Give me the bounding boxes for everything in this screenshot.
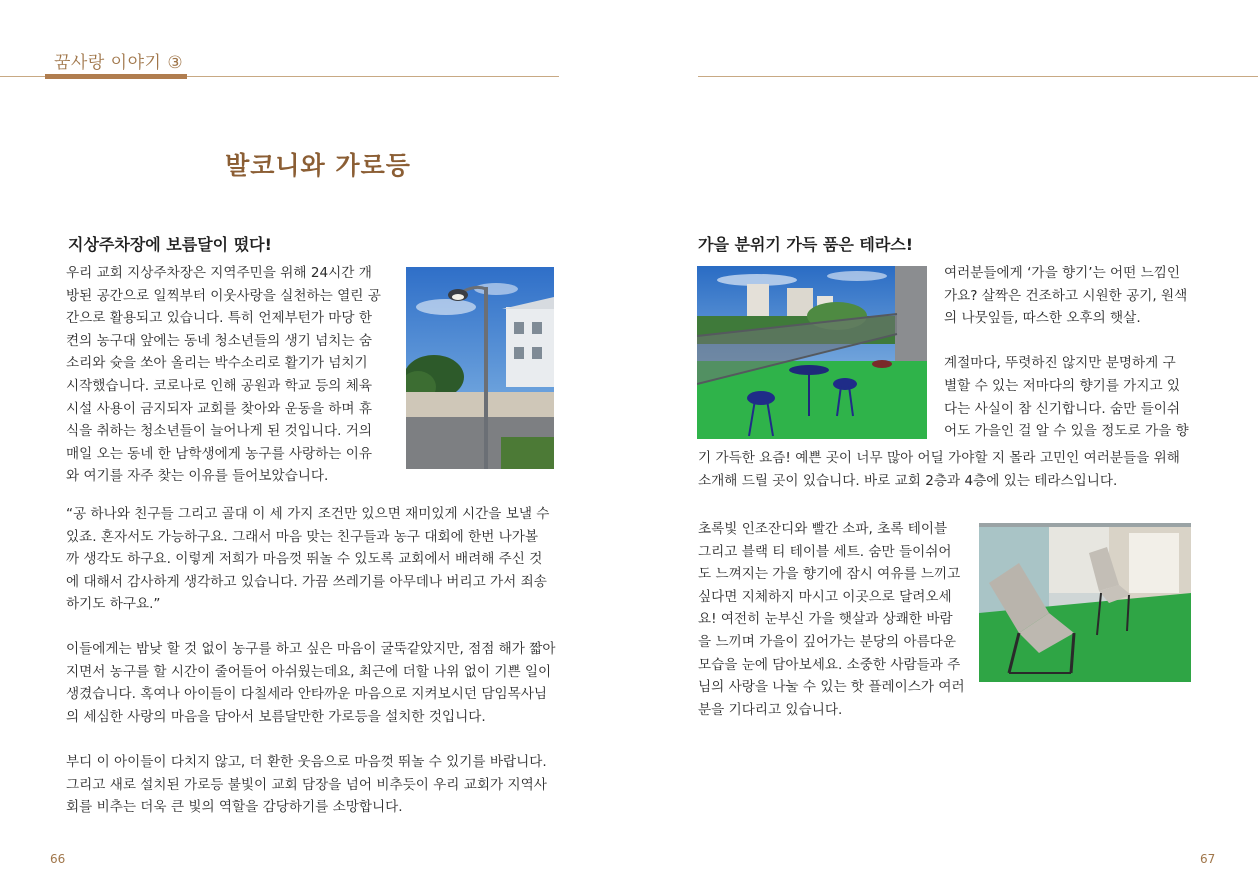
lounge-chairs-photo <box>979 523 1191 682</box>
left-intro-text <box>66 262 386 488</box>
text-line: 의 세심한 사랑의 마음을 담아서 보름달만한 가로등을 설치한 것입니다. <box>66 708 486 725</box>
text-line: 켠의 농구대 앞에는 동네 청소년들의 생기 넘치는 숨 <box>66 332 373 349</box>
text-line: 생겼습니다. 혹여나 아이들이 다칠세라 안타까운 마음으로 지켜보시던 담임목사님 <box>66 686 548 703</box>
text-line: 소리와 슛을 쏘아 올리는 박수소리로 활기가 넘치기 <box>66 355 368 372</box>
left-quote-text <box>66 503 558 616</box>
text-line: 매일 오는 동네 한 남학생에게 농구를 사랑하는 이유 <box>66 445 373 462</box>
text-line: 계절마다, 뚜렷하진 않지만 분명하게 구 <box>944 355 1176 372</box>
text-line: 을 느끼며 가을이 깊어가는 분당의 아름다운 <box>698 633 956 650</box>
streetlamp-photo <box>406 267 554 469</box>
right-paragraph-2 <box>698 518 966 721</box>
text-line: 간으로 활용되고 있습니다. 특히 언제부턴가 마당 한 <box>66 310 373 327</box>
text-line: 식을 취하는 청소년들이 늘어나게 된 것입니다. 거의 <box>66 423 373 440</box>
text-line: 여러분들에게 ‘가을 향기’는 어떤 느낌인 <box>944 265 1181 281</box>
right-intro-side-text <box>944 262 1196 443</box>
text-line: 시작했습니다. 코로나로 인해 공원과 학교 등의 체육 <box>66 377 373 394</box>
text-line: 다는 사실이 참 신기합니다. 숨만 들이쉬 <box>944 400 1181 417</box>
section-label: 꿈사랑 이야기 ③ <box>54 53 184 73</box>
section-tab-marker <box>45 74 187 79</box>
text-line: 방된 공간으로 일찍부터 이웃사랑을 실천하는 열린 공 <box>66 287 381 304</box>
text-line: 이들에게는 밤낮 할 것 없이 농구를 하고 싶은 마음이 굴뚝같았지만, 점점 해가 짧아 <box>66 641 556 657</box>
text-line: 분을 기다리고 있습니다. <box>698 701 843 718</box>
left-paragraph-3 <box>66 751 558 819</box>
text-line: 초록빛 인조잔디와 빨간 소파, 초록 테이블 <box>698 521 948 537</box>
text-line: 소개해 드릴 곳이 있습니다. 바로 교회 2층과 4층에 있는 테라스입니다. <box>698 472 1118 489</box>
text-line: 그리고 새로 설치된 가로등 불빛이 교회 담장을 넘어 비추듯이 우리 교회가 지역사 <box>66 776 547 793</box>
left-paragraph-2 <box>66 638 558 728</box>
text-line: 어도 가을인 걸 알 수 있을 정도로 가을 향 <box>944 423 1189 440</box>
right-intro-full-text <box>698 447 1192 492</box>
right-subheading: 가을 분위기 가득 품은 테라스! <box>698 235 914 254</box>
header-rule-right <box>698 76 1258 77</box>
text-line: 부디 이 아이들이 다치지 않고, 더 환한 웃음으로 마음껏 뛰놀 수 있기를 바랍니다. <box>66 754 547 770</box>
text-line: 싶다면 지체하지 마시고 이곳으로 달려오세 <box>698 588 952 605</box>
text-line: 시설 사용이 금지되자 교회를 찾아와 운동을 하며 휴 <box>66 400 373 417</box>
page-number-right: 67 <box>1200 852 1216 866</box>
text-line: “공 하나와 친구들 그리고 골대 이 세 가지 조건만 있으면 재미있게 시간을 보낼 수 <box>66 506 550 522</box>
page-number-left: 66 <box>50 852 66 866</box>
text-line: 하기도 하구요.” <box>66 596 161 613</box>
text-line: 까 생각도 하구요. 이렇게 저희가 마음껏 뛰놀 수 있도록 교회에서 배려해 주신 것 <box>66 551 543 568</box>
text-line: 님의 사랑을 나눌 수 있는 핫 플레이스가 여러 <box>698 679 965 696</box>
text-line: 회를 비추는 더욱 큰 빛의 역할을 감당하기를 소망합니다. <box>66 799 403 816</box>
text-line: 그리고 블랙 티 테이블 세트. 숨만 들이쉬어 <box>698 543 952 560</box>
text-line: 우리 교회 지상주차장은 지역주민을 위해 24시간 개 <box>66 265 372 281</box>
text-line: 의 나뭇잎들, 따스한 오후의 햇살. <box>944 310 1141 327</box>
text-line: 기 가득한 요즘! 예쁜 곳이 너무 많아 어딜 가야할 지 몰라 고민인 여러분들을 위해 <box>698 450 1180 466</box>
text-line: 요! 여전히 눈부신 가을 햇살과 상쾌한 바람 <box>698 611 953 628</box>
text-line: 있죠. 혼자서도 가능하구요. 그래서 마음 맞는 친구들과 농구 대회에 한번 나가볼 <box>66 528 539 545</box>
terrace-photo <box>697 266 927 439</box>
text-line: 와 여기를 자주 찾는 이유를 들어보았습니다. <box>66 468 329 485</box>
text-line: 모습을 눈에 담아보세요. 소중한 사람들과 주 <box>698 656 961 673</box>
text-line: 지면서 농구를 할 시간이 줄어들어 아쉬웠는데요, 최근에 더할 나위 없이 기쁜 일이 <box>66 663 552 680</box>
text-line: 가요? 살짝은 건조하고 시원한 공기, 원색 <box>944 287 1188 304</box>
left-subheading: 지상주차장에 보름달이 떴다! <box>68 235 272 254</box>
page-title: 발코니와 가로등 <box>225 151 411 180</box>
text-line: 에 대해서 감사하게 생각하고 있습니다. 가끔 쓰레기를 아무데나 버리고 가서 죄송 <box>66 573 547 590</box>
text-line: 별할 수 있는 저마다의 향기를 가지고 있 <box>944 377 1181 394</box>
text-line: 도 느껴지는 가을 향기에 잠시 여유를 느끼고 <box>698 566 961 583</box>
text-line <box>944 330 1196 353</box>
